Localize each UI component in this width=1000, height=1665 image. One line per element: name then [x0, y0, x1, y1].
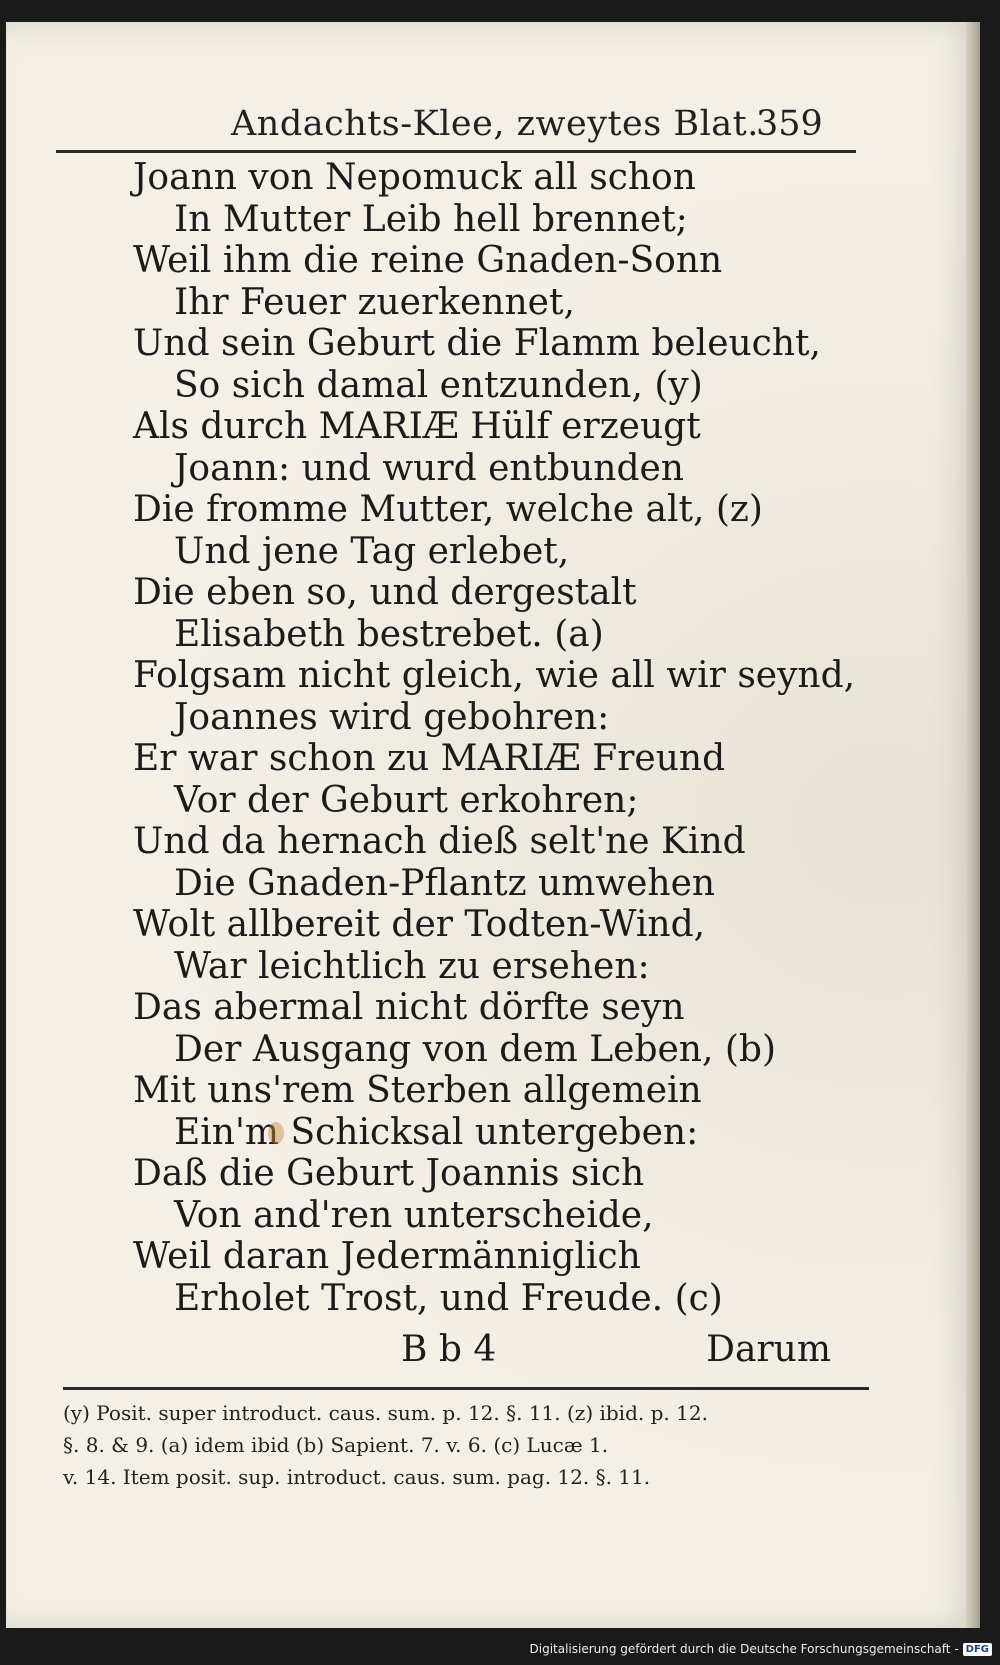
verse-line: Joann: und wurd entbunden — [174, 447, 684, 489]
catch-line — [401, 1329, 831, 1373]
poem-text — [133, 157, 893, 1319]
running-header — [56, 88, 856, 148]
footnotes — [63, 1397, 883, 1493]
header-rule — [56, 150, 856, 153]
verse-line: Er war schon zu MARIÆ Freund — [133, 738, 726, 779]
verse-line: Die fromme Mutter, welche alt, (z) — [133, 489, 763, 530]
verse-line: Als durch MARIÆ Hülf erzeugt — [133, 406, 701, 447]
dfg-logo: DFG — [963, 1643, 992, 1656]
verse-line: In Mutter Leib hell brennet; — [174, 198, 688, 240]
verse-line: Ihr Feuer zuerkennet, — [174, 281, 575, 323]
verse-line: Weil ihm die reine Gnaden-Sonn — [133, 240, 723, 281]
verse-line: Joannes wird gebohren: — [174, 696, 610, 738]
verse-line: Joann von Nepomuck all schon — [133, 157, 696, 198]
footnote-line: §. 8. & 9. (a) idem ibid (b) Sapient. 7. v. 6. (c) Lucæ 1. — [63, 1433, 609, 1457]
verse-line: So sich damal entzunden, (y) — [174, 364, 703, 406]
verse-line: War leichtlich zu ersehen: — [174, 945, 650, 987]
verse-line: Vor der Geburt erkohren; — [174, 779, 639, 821]
verse-line: Von and'ren unterscheide, — [174, 1194, 654, 1236]
verse-line: Und sein Geburt die Flamm beleucht, — [133, 323, 821, 364]
digitization-footer — [530, 1639, 993, 1659]
verse-line: Weil daran Jedermänniglich — [133, 1236, 641, 1277]
page-number: 359 — [756, 104, 823, 144]
verse-line: Erholet Trost, und Freude. (c) — [174, 1277, 723, 1319]
verse-line: Das abermal nicht dörfte seyn — [133, 987, 685, 1028]
verse-line: Folgsam nicht gleich, wie all wir seynd, — [133, 655, 856, 696]
verse-line: Die Gnaden-Pflantz umwehen — [174, 862, 716, 904]
verse-line: Die eben so, und dergestalt — [133, 572, 637, 613]
verse-line: Elisabeth bestrebet. (a) — [174, 613, 604, 655]
signature-mark: B b 4 — [401, 1329, 497, 1370]
footer-credit: Digitalisierung gefördert durch die Deutsche Forschungsgemeinschaft - — [529, 1642, 959, 1656]
verse-line: Daß die Geburt Joannis sich — [133, 1153, 645, 1194]
footnote-rule — [63, 1387, 869, 1390]
running-title: Andachts-Klee, zweytes Blat. — [231, 104, 759, 144]
verse-line: Mit uns'rem Sterben allgemein — [133, 1070, 702, 1111]
footnote-line: v. 14. Item posit. sup. introduct. caus. sum. pag. 12. §. 11. — [63, 1465, 651, 1489]
footnote-line: (y) Posit. super introduct. caus. sum. p. 12. §. 11. (z) ibid. p. 12. — [63, 1401, 708, 1425]
verse-line: Ein'm Schicksal untergeben: — [174, 1111, 699, 1153]
verse-line: Wolt allbereit der Todten-Wind, — [133, 904, 706, 945]
page-spine-shadow — [966, 22, 980, 1628]
catchword: Darum — [706, 1329, 831, 1370]
verse-line: Und da hernach dieß selt'ne Kind — [133, 821, 746, 862]
book-page — [6, 22, 980, 1628]
verse-line: Und jene Tag erlebet, — [174, 530, 570, 572]
verse-line: Der Ausgang von dem Leben, (b) — [174, 1028, 776, 1070]
paper-stain — [268, 1122, 284, 1144]
